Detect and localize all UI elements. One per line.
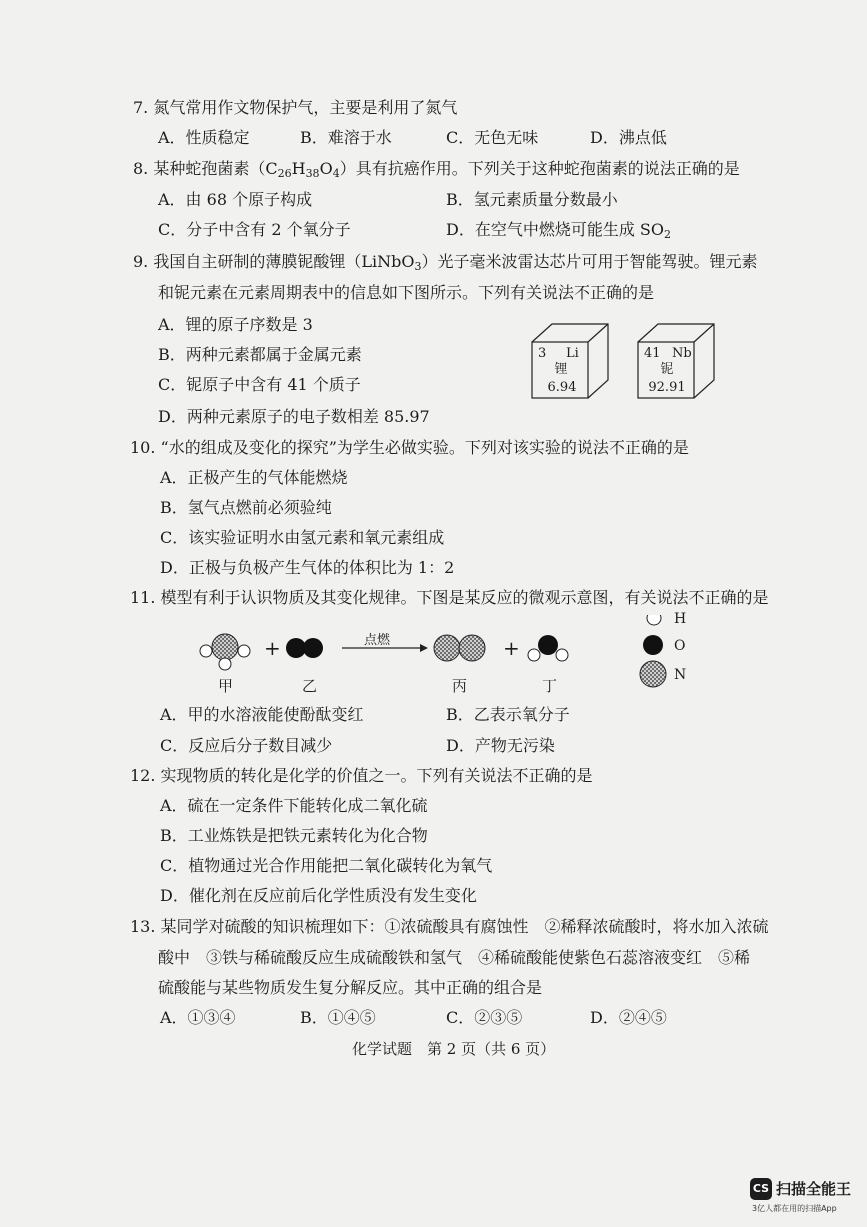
q10-option-d: D．正极与负极产生气体的体积比为 1：2 [160, 558, 455, 577]
question-12-stem: 12. 实现物质的转化是化学的价值之一。下列有关说法不正确的是 [130, 766, 593, 785]
legend-o: O [674, 638, 686, 654]
scanner-logo-icon: CS [750, 1178, 772, 1200]
plus-sign-2: + [503, 636, 520, 660]
q11-option-a: A．甲的水溶液能使酚酞变红 [160, 705, 364, 724]
nb-symbol: Nb [672, 346, 692, 361]
q13-option-c: C．②③⑤ [446, 1008, 523, 1027]
molecule-bing-n2 [434, 635, 485, 661]
label-bing: 丙 [452, 677, 468, 695]
q9-option-b: B．两种元素都属于金属元素 [158, 345, 362, 364]
nb-atomic-number: 41 [644, 346, 661, 361]
q9-option-d: D．两种元素原子的电子数相差 85.97 [158, 407, 430, 426]
q13-option-a: A．①③④ [160, 1008, 236, 1027]
q12-option-b: B．工业炼铁是把铁元素转化为化合物 [160, 826, 428, 845]
q11-option-d: D．产物无污染 [446, 736, 555, 755]
question-8-stem: 8. 某种蛇孢菌素$(C_{26}H_{38}O_4)$具有抗癌作用。下列关于这种蛇孢菌素的说法正确的是 [133, 159, 740, 180]
question-11-stem: 11. 模型有利于认识物质及其变化规律。下图是某反应的微观示意图，有关说法不正确的是 [130, 588, 769, 607]
q7-option-a: A．性质稳定 [158, 128, 250, 147]
reaction-condition: 点燃 [364, 633, 391, 648]
li-symbol: Li [566, 346, 579, 361]
q8-option-c: C．分子中含有 2 个氧分子 [158, 220, 351, 239]
question-9-stem-line2: 和铌元素在元素周期表中的信息如下图所示。下列有关说法不正确的是 [158, 283, 655, 302]
label-ding: 丁 [542, 677, 558, 695]
q12-option-c: C．植物通过光合作用能把二氧化碳转化为氧气 [160, 856, 493, 875]
legend-symbols [640, 615, 666, 687]
plus-sign-1: + [264, 636, 281, 660]
q10-option-a: A．正极产生的气体能燃烧 [160, 468, 348, 487]
page-footer: 化学试题 第 2 页（共 6 页） [352, 1040, 556, 1058]
question-7-stem: 7. 氮气常用作文物保护气，主要是利用了氮气 [133, 98, 458, 117]
li-name: 锂 [554, 362, 568, 377]
nb-mass: 92.91 [648, 380, 686, 395]
q7-option-b: B．难溶于水 [300, 128, 392, 147]
q7-option-d: D．沸点低 [590, 128, 667, 147]
label-yi: 乙 [302, 677, 318, 695]
nb-name: 铌 [660, 362, 674, 377]
q8-option-a: A．由 68 个原子构成 [158, 190, 313, 209]
molecule-ding-h2o [528, 635, 568, 661]
q12-option-a: A．硫在一定条件下能转化成二氧化硫 [160, 796, 428, 815]
q7-option-c: C．无色无味 [446, 128, 539, 147]
q9-option-c: C．铌原子中含有 41 个质子 [158, 375, 361, 394]
question-9-stem: 9. 我国自主研制的薄膜铌酸锂（LiNbO$_3$）光子毫米波雷达芯片可用于智能驾驶。锂元素 [133, 252, 758, 273]
legend-h: H [674, 611, 687, 627]
question-10-stem: 10. “水的组成及变化的探究”为学生必做实验。下列对该实验的说法不正确的是 [130, 438, 689, 457]
question-13-line3: 硫酸能与某些物质发生复分解反应。其中正确的组合是 [158, 978, 543, 997]
molecule-jia-nh3 [200, 634, 250, 670]
q10-option-b: B．氢气点燃前必须验纯 [160, 498, 332, 517]
q9-option-a: A．锂的原子序数是 3 [158, 315, 313, 334]
q10-option-c: C．该实验证明水由氢元素和氧元素组成 [160, 528, 445, 547]
question-13-line2: 酸中 ③铁与稀硫酸反应生成硫酸铁和氢气 ④稀硫酸能使紫色石蕊溶液变红 ⑤稀 [158, 948, 751, 967]
legend-n: N [674, 667, 687, 683]
q8-option-d: D．在空气中燃烧可能生成 $SO_2$ [446, 220, 671, 241]
li-mass: 6.94 [547, 380, 577, 395]
li-atomic-number: 3 [538, 346, 547, 361]
label-jia: 甲 [218, 677, 234, 695]
q11-option-c: C．反应后分子数目减少 [160, 736, 333, 755]
scanner-tagline: 3亿人都在用的扫描App [752, 1204, 837, 1213]
q8-option-b: B．氢元素质量分数最小 [446, 190, 618, 209]
q13-option-d: D．②④⑤ [590, 1008, 667, 1027]
molecule-yi-o2 [286, 638, 323, 658]
scanner-app-name: 扫描全能王 [776, 1180, 852, 1198]
q12-option-d: D．催化剂在反应前后化学性质没有发生变化 [160, 886, 477, 905]
question-13-line1: 13. 某同学对硫酸的知识梳理如下：①浓硫酸具有腐蚀性 ②稀释浓硫酸时，将水加入浓硫 [130, 917, 769, 936]
q13-option-b: B．①④⑤ [300, 1008, 376, 1027]
q11-option-b: B．乙表示氧分子 [446, 705, 570, 724]
